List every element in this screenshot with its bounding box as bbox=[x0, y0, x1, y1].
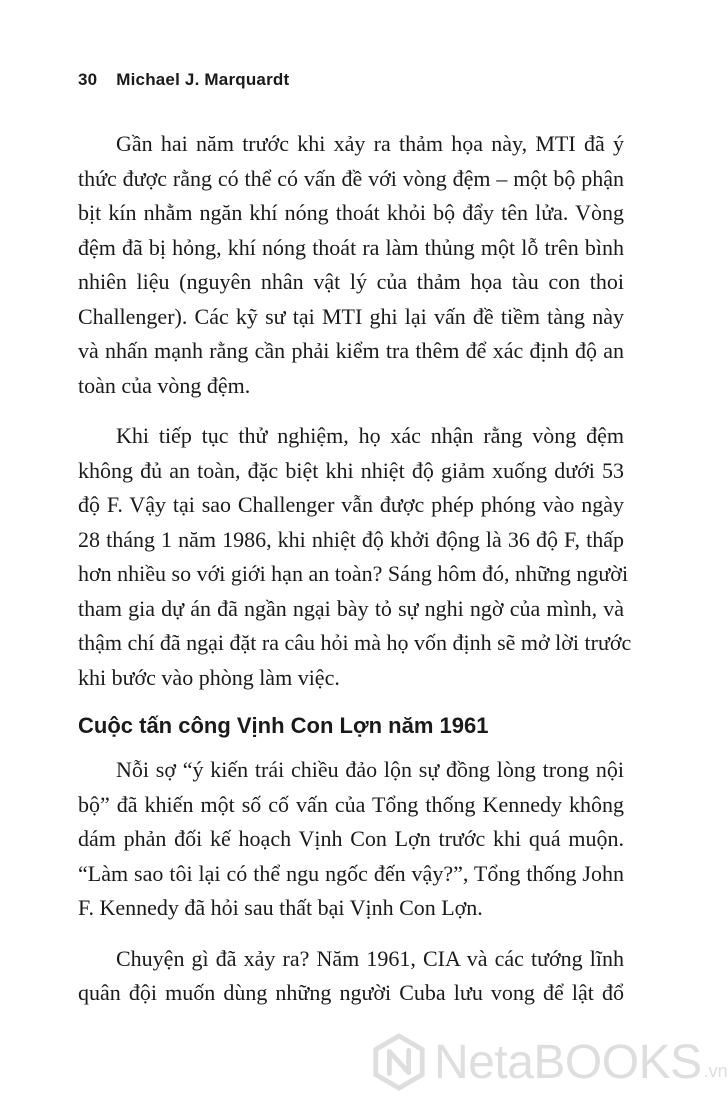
text-line: toàn của vòng đệm. bbox=[78, 372, 251, 398]
text-line: Nỗi sợ “ý kiến trái chiều đảo lộn sự đồng lòng trong nội bbox=[116, 757, 624, 782]
text-line: Challenger). Các kỹ sư tại MTI ghi lại vấn đề tiềm tàng này bbox=[78, 303, 624, 329]
text-line: “Làm sao tôi lại có thể ngu ngốc đến vậy?”, Tổng thống John bbox=[78, 860, 624, 886]
paragraph bbox=[78, 419, 632, 695]
text-line: khi bước vào phòng làm việc. bbox=[78, 664, 340, 690]
text-line: bộ” đã khiến một số cố vấn của Tổng thống Kennedy không bbox=[78, 791, 624, 817]
text-line: thậm chí đã ngại đặt ra câu hỏi mà họ vốn định sẽ mở lời trước bbox=[78, 630, 632, 655]
text-line: Chuyện gì đã xảy ra? Năm 1961, CIA và các tướng lĩnh bbox=[116, 945, 624, 971]
watermark-text: NetaBOOKS bbox=[434, 1035, 702, 1089]
author-name: Michael J. Marquardt bbox=[116, 70, 290, 89]
paragraph bbox=[78, 753, 624, 926]
text-line: thức được rằng có thể có vấn đề với vòng đệm – một bộ phận bbox=[78, 165, 624, 191]
text-line: 28 tháng 1 năm 1986, khi nhiệt độ khởi động là 36 độ F, thấp bbox=[78, 526, 624, 552]
watermark-suffix: .vn bbox=[703, 1061, 728, 1081]
text-line: tham gia dự án đã ngần ngại bày tỏ sự nghi ngờ của mình, và bbox=[78, 595, 624, 621]
text-line: bịt kín nhằm ngăn khí nóng thoát khỏi bộ đẩy tên lửa. Vòng bbox=[78, 200, 624, 225]
paragraph bbox=[78, 127, 624, 403]
text-line: quân đội muốn dùng những người Cuba lưu vong để lật đổ bbox=[78, 980, 624, 1005]
page-number: 30 bbox=[78, 70, 98, 89]
netabooks-logo-icon bbox=[370, 1033, 428, 1091]
text-line: không đủ an toàn, đặc biệt khi nhiệt độ giảm xuống dưới 53 bbox=[78, 457, 624, 483]
text-line: và nhấn mạnh rằng cần phải kiểm tra thêm để xác định độ an bbox=[78, 338, 624, 363]
text-line: Gần hai năm trước khi xảy ra thảm họa này, MTI đã ý bbox=[116, 131, 624, 156]
paragraph bbox=[78, 942, 624, 1011]
watermark bbox=[370, 1030, 728, 1094]
text-line: hơn nhiều so với giới hạn an toàn? Sáng hôm đó, những người bbox=[78, 561, 629, 586]
text-line: nhiên liệu (nguyên nhân vật lý của thảm họa tàu con thoi bbox=[78, 269, 624, 294]
text-line: độ F. Vậy tại sao Challenger vẫn được phép phóng vào ngày bbox=[78, 492, 624, 517]
running-head bbox=[78, 70, 289, 90]
section-heading: Cuộc tấn công Vịnh Con Lợn năm 1961 bbox=[78, 713, 489, 738]
body-text bbox=[78, 127, 632, 1027]
text-line: Khi tiếp tục thử nghiệm, họ xác nhận rằng vòng đệm bbox=[116, 423, 624, 448]
text-line: F. Kennedy đã hỏi sau thất bại Vịnh Con Lợn. bbox=[78, 895, 483, 920]
text-line: đệm đã bị hỏng, khí nóng thoát ra làm thủng một lỗ trên bình bbox=[78, 234, 624, 260]
text-line: dám phản đối kế hoạch Vịnh Con Lợn trước khi quá muộn. bbox=[78, 826, 624, 851]
